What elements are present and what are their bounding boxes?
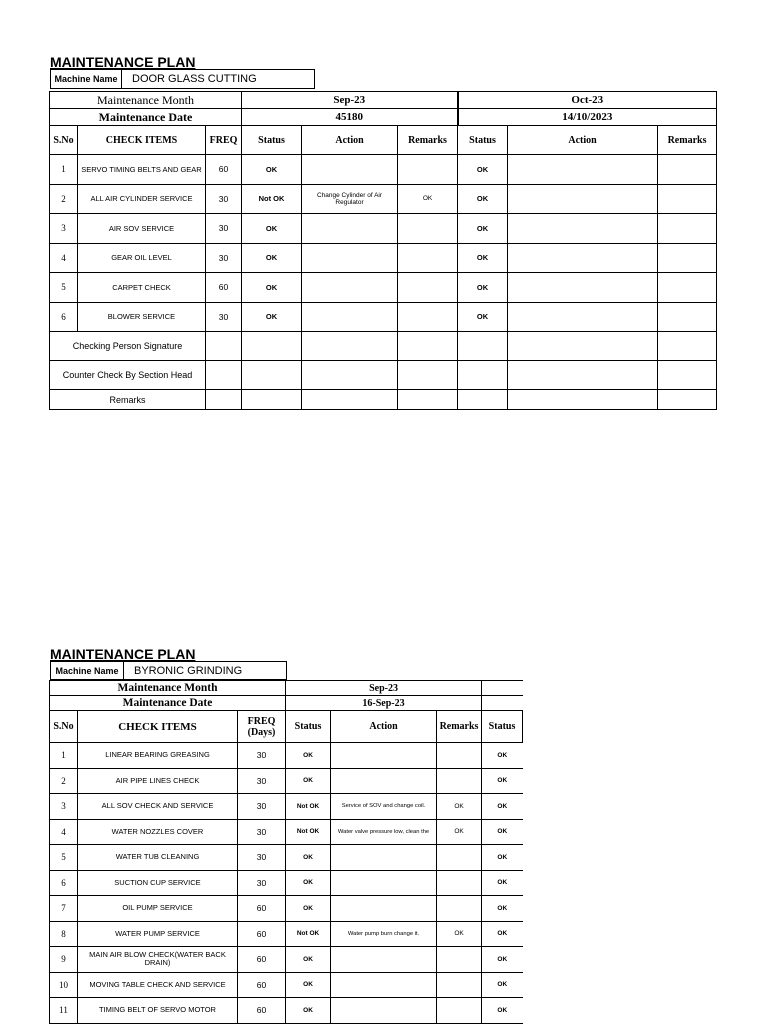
row-remarks-sep bbox=[398, 214, 458, 244]
row-remarks-sep bbox=[437, 947, 482, 973]
row-status-sep: OK bbox=[286, 896, 331, 922]
row-action-oct bbox=[508, 243, 658, 273]
row-status-sep: OK bbox=[242, 302, 302, 332]
row-check-item: MAIN AIR BLOW CHECK(WATER BACK DRAIN) bbox=[78, 947, 238, 973]
row-freq: 30 bbox=[206, 184, 242, 214]
row-sno: 8 bbox=[50, 921, 78, 947]
row-status-oct: OK bbox=[458, 302, 508, 332]
row-freq: 30 bbox=[238, 768, 286, 794]
table-row bbox=[50, 243, 717, 273]
row-status-next: OK bbox=[482, 845, 523, 871]
table-row bbox=[50, 845, 523, 871]
plan1-header-remarks-2: Remarks bbox=[658, 126, 717, 155]
row-sno: 1 bbox=[50, 743, 78, 769]
table-row bbox=[50, 155, 717, 185]
plan1-footer-cell bbox=[508, 332, 658, 361]
row-check-item: OIL PUMP SERVICE bbox=[78, 896, 238, 922]
row-action-sep bbox=[331, 768, 437, 794]
row-remarks-sep bbox=[437, 998, 482, 1024]
row-check-item: BLOWER SERVICE bbox=[78, 302, 206, 332]
plan1-footer-cell bbox=[302, 361, 398, 390]
plan1-date-label: Maintenance Date bbox=[50, 109, 242, 126]
plan2-date-1: 16-Sep-23 bbox=[286, 696, 482, 711]
table-row bbox=[50, 819, 523, 845]
row-status-sep: OK bbox=[286, 972, 331, 998]
row-sno: 5 bbox=[50, 273, 78, 303]
row-check-item: SERVO TIMING BELTS AND GEAR bbox=[78, 155, 206, 185]
row-status-sep: OK bbox=[286, 845, 331, 871]
plan2-header-status-1: Status bbox=[286, 711, 331, 743]
plan2-machine-name: BYRONIC GRINDING bbox=[134, 664, 243, 677]
row-status-sep: Not OK bbox=[242, 184, 302, 214]
plan2-header-action-1: Action bbox=[331, 711, 437, 743]
row-check-item: TIMING BELT OF SERVO MOTOR bbox=[78, 998, 238, 1024]
plan2-machine-label: Machine Name bbox=[51, 662, 124, 679]
table-row bbox=[50, 921, 523, 947]
row-status-oct: OK bbox=[458, 273, 508, 303]
table-row bbox=[50, 214, 717, 244]
plan1-footer-cell bbox=[458, 332, 508, 361]
table-row bbox=[50, 743, 523, 769]
plan2-date-2-empty bbox=[482, 696, 523, 711]
plan2-table bbox=[49, 680, 523, 1024]
row-action-oct bbox=[508, 155, 658, 185]
plan2-machine-box bbox=[50, 661, 287, 680]
row-status-next: OK bbox=[482, 870, 523, 896]
plan1-footer-cell bbox=[658, 332, 717, 361]
row-check-item: AIR SOV SERVICE bbox=[78, 214, 206, 244]
plan1-machine-box bbox=[50, 69, 315, 89]
row-freq: 30 bbox=[238, 794, 286, 820]
table-row bbox=[50, 896, 523, 922]
table-row bbox=[50, 870, 523, 896]
row-action-oct bbox=[508, 302, 658, 332]
row-remarks-sep bbox=[437, 870, 482, 896]
row-status-next: OK bbox=[482, 921, 523, 947]
row-action-sep bbox=[331, 972, 437, 998]
row-remarks-sep bbox=[437, 896, 482, 922]
plan1-header-status-1: Status bbox=[242, 126, 302, 155]
plan1-footer-cell bbox=[508, 361, 658, 390]
row-action-sep bbox=[302, 214, 398, 244]
plan1-date-1: 45180 bbox=[242, 109, 458, 126]
row-status-sep: OK bbox=[242, 243, 302, 273]
row-sno: 1 bbox=[50, 155, 78, 185]
row-check-item: GEAR OIL LEVEL bbox=[78, 243, 206, 273]
row-status-oct: OK bbox=[458, 243, 508, 273]
row-status-next: OK bbox=[482, 743, 523, 769]
plan2-month-2-empty bbox=[482, 681, 523, 696]
row-status-next: OK bbox=[482, 947, 523, 973]
row-remarks-oct bbox=[658, 214, 717, 244]
row-freq: 30 bbox=[238, 743, 286, 769]
row-status-next: OK bbox=[482, 794, 523, 820]
plan1-table bbox=[49, 91, 717, 410]
table-row bbox=[50, 273, 717, 303]
table-row bbox=[50, 972, 523, 998]
plan1-date-2: 14/10/2023 bbox=[458, 109, 717, 126]
row-sno: 9 bbox=[50, 947, 78, 973]
row-action-sep bbox=[331, 896, 437, 922]
plan2-header-check-items: CHECK ITEMS bbox=[78, 711, 238, 743]
row-sno: 11 bbox=[50, 998, 78, 1024]
plan1-title: MAINTENANCE PLAN bbox=[50, 54, 196, 70]
row-sno: 3 bbox=[50, 214, 78, 244]
plan1-header-action-2: Action bbox=[508, 126, 658, 155]
row-status-sep: OK bbox=[286, 870, 331, 896]
row-action-sep bbox=[331, 998, 437, 1024]
row-remarks-sep: OK bbox=[437, 921, 482, 947]
plan1-machine-label: Machine Name bbox=[51, 70, 122, 88]
row-status-next: OK bbox=[482, 768, 523, 794]
row-freq: 60 bbox=[206, 155, 242, 185]
row-check-item: WATER PUMP SERVICE bbox=[78, 921, 238, 947]
row-status-sep: OK bbox=[242, 155, 302, 185]
row-freq: 60 bbox=[238, 896, 286, 922]
row-status-sep: OK bbox=[286, 768, 331, 794]
plan1-footer-cell bbox=[458, 361, 508, 390]
plan1-header-check-items: CHECK ITEMS bbox=[78, 126, 206, 155]
plan1-footer-cell bbox=[206, 361, 242, 390]
row-check-item: WATER NOZZLES COVER bbox=[78, 819, 238, 845]
plan1-footer-cell bbox=[398, 332, 458, 361]
row-remarks-sep bbox=[398, 302, 458, 332]
plan1-header-sno: S.No bbox=[50, 126, 78, 155]
plan1-header-freq: FREQ bbox=[206, 126, 242, 155]
row-status-sep: OK bbox=[242, 214, 302, 244]
row-remarks-oct bbox=[658, 184, 717, 214]
plan1-machine-name: DOOR GLASS CUTTING bbox=[132, 73, 257, 85]
row-action-sep bbox=[331, 947, 437, 973]
row-freq: 30 bbox=[206, 214, 242, 244]
row-remarks-oct bbox=[658, 243, 717, 273]
plan1-footer-cell bbox=[242, 332, 302, 361]
row-action-sep: Water valve pressure low, clean the bbox=[331, 819, 437, 845]
table-row bbox=[50, 302, 717, 332]
row-sno: 5 bbox=[50, 845, 78, 871]
plan2-header-status-2: Status bbox=[482, 711, 523, 743]
plan1-month-label: Maintenance Month bbox=[50, 92, 242, 109]
plan1-footer-cell bbox=[302, 332, 398, 361]
plan1-header-remarks-1: Remarks bbox=[398, 126, 458, 155]
row-remarks-sep bbox=[398, 273, 458, 303]
row-status-sep: Not OK bbox=[286, 794, 331, 820]
plan1-footer-cell bbox=[508, 390, 658, 410]
row-status-sep: Not OK bbox=[286, 819, 331, 845]
row-remarks-sep bbox=[398, 243, 458, 273]
row-remarks-sep bbox=[437, 972, 482, 998]
row-freq: 30 bbox=[238, 870, 286, 896]
row-sno: 7 bbox=[50, 896, 78, 922]
plan2-date-label: Maintenance Date bbox=[50, 696, 286, 711]
plan1-header-action-1: Action bbox=[302, 126, 398, 155]
row-action-sep bbox=[302, 155, 398, 185]
row-action-sep bbox=[331, 845, 437, 871]
row-freq: 60 bbox=[238, 972, 286, 998]
row-action-sep bbox=[331, 870, 437, 896]
row-sno: 10 bbox=[50, 972, 78, 998]
row-freq: 60 bbox=[238, 998, 286, 1024]
table-row bbox=[50, 768, 523, 794]
row-remarks-sep bbox=[437, 768, 482, 794]
row-status-sep: OK bbox=[242, 273, 302, 303]
row-status-sep: OK bbox=[286, 743, 331, 769]
row-remarks-sep: OK bbox=[398, 184, 458, 214]
plan1-footer-counter-check: Counter Check By Section Head bbox=[50, 361, 206, 390]
row-remarks-sep bbox=[437, 845, 482, 871]
row-remarks-sep: OK bbox=[437, 819, 482, 845]
row-action-sep bbox=[302, 243, 398, 273]
table-row bbox=[50, 184, 717, 214]
row-remarks-oct bbox=[658, 302, 717, 332]
plan1-footer-cell bbox=[302, 390, 398, 410]
table-row bbox=[50, 794, 523, 820]
table-row bbox=[50, 998, 523, 1024]
row-status-sep: OK bbox=[286, 998, 331, 1024]
plan2-header-freq: FREQ (Days) bbox=[238, 711, 286, 743]
row-action-sep: Service of SOV and change coil. bbox=[331, 794, 437, 820]
row-sno: 2 bbox=[50, 184, 78, 214]
plan1-footer-remarks: Remarks bbox=[50, 390, 206, 410]
plan2-month-label: Maintenance Month bbox=[50, 681, 286, 696]
row-action-sep bbox=[302, 302, 398, 332]
plan1-footer-cell bbox=[242, 390, 302, 410]
row-action-sep: Water pump burn change it. bbox=[331, 921, 437, 947]
plan1-month-1: Sep-23 bbox=[242, 92, 458, 109]
row-action-oct bbox=[508, 184, 658, 214]
plan1-footer-cell bbox=[206, 390, 242, 410]
row-status-sep: Not OK bbox=[286, 921, 331, 947]
row-check-item: ALL SOV CHECK AND SERVICE bbox=[78, 794, 238, 820]
plan1-footer-checking-person: Checking Person Signature bbox=[50, 332, 206, 361]
row-action-sep bbox=[302, 273, 398, 303]
plan1-footer-cell bbox=[658, 390, 717, 410]
row-check-item: MOVING TABLE CHECK AND SERVICE bbox=[78, 972, 238, 998]
plan1-footer-cell bbox=[658, 361, 717, 390]
row-check-item: AIR PIPE LINES CHECK bbox=[78, 768, 238, 794]
row-sno: 2 bbox=[50, 768, 78, 794]
plan2-header-sno: S.No bbox=[50, 711, 78, 743]
row-freq: 60 bbox=[238, 947, 286, 973]
row-status-next: OK bbox=[482, 896, 523, 922]
row-remarks-sep: OK bbox=[437, 794, 482, 820]
row-action-oct bbox=[508, 214, 658, 244]
plan1-header-status-2: Status bbox=[458, 126, 508, 155]
plan1-footer-cell bbox=[398, 361, 458, 390]
row-remarks-oct bbox=[658, 273, 717, 303]
row-check-item: LINEAR BEARING GREASING bbox=[78, 743, 238, 769]
row-sno: 3 bbox=[50, 794, 78, 820]
row-sno: 4 bbox=[50, 243, 78, 273]
plan1-footer-cell bbox=[242, 361, 302, 390]
plan1-footer-cell bbox=[206, 332, 242, 361]
row-action-sep bbox=[331, 743, 437, 769]
row-sno: 4 bbox=[50, 819, 78, 845]
plan1-footer-cell bbox=[398, 390, 458, 410]
row-status-oct: OK bbox=[458, 155, 508, 185]
row-status-next: OK bbox=[482, 972, 523, 998]
row-action-oct bbox=[508, 273, 658, 303]
table-row bbox=[50, 947, 523, 973]
plan1-month-2: Oct-23 bbox=[458, 92, 717, 109]
row-status-next: OK bbox=[482, 819, 523, 845]
row-freq: 30 bbox=[206, 302, 242, 332]
row-status-oct: OK bbox=[458, 184, 508, 214]
plan2-month-1: Sep-23 bbox=[286, 681, 482, 696]
row-freq: 30 bbox=[206, 243, 242, 273]
row-remarks-oct bbox=[658, 155, 717, 185]
row-check-item: CARPET CHECK bbox=[78, 273, 206, 303]
row-status-oct: OK bbox=[458, 214, 508, 244]
row-status-sep: OK bbox=[286, 947, 331, 973]
row-remarks-sep bbox=[437, 743, 482, 769]
row-status-next: OK bbox=[482, 998, 523, 1024]
row-sno: 6 bbox=[50, 870, 78, 896]
row-freq: 30 bbox=[238, 819, 286, 845]
plan2-header-remarks-1: Remarks bbox=[437, 711, 482, 743]
row-check-item: SUCTION CUP SERVICE bbox=[78, 870, 238, 896]
row-freq: 30 bbox=[238, 845, 286, 871]
row-check-item: WATER TUB CLEANING bbox=[78, 845, 238, 871]
row-action-sep: Change Cylinder of Air Regulator bbox=[302, 184, 398, 214]
row-freq: 60 bbox=[206, 273, 242, 303]
row-freq: 60 bbox=[238, 921, 286, 947]
plan1-footer-cell bbox=[458, 390, 508, 410]
row-sno: 6 bbox=[50, 302, 78, 332]
row-check-item: ALL AIR CYLINDER SERVICE bbox=[78, 184, 206, 214]
plan2-title: MAINTENANCE PLAN bbox=[50, 646, 196, 662]
row-remarks-sep bbox=[398, 155, 458, 185]
